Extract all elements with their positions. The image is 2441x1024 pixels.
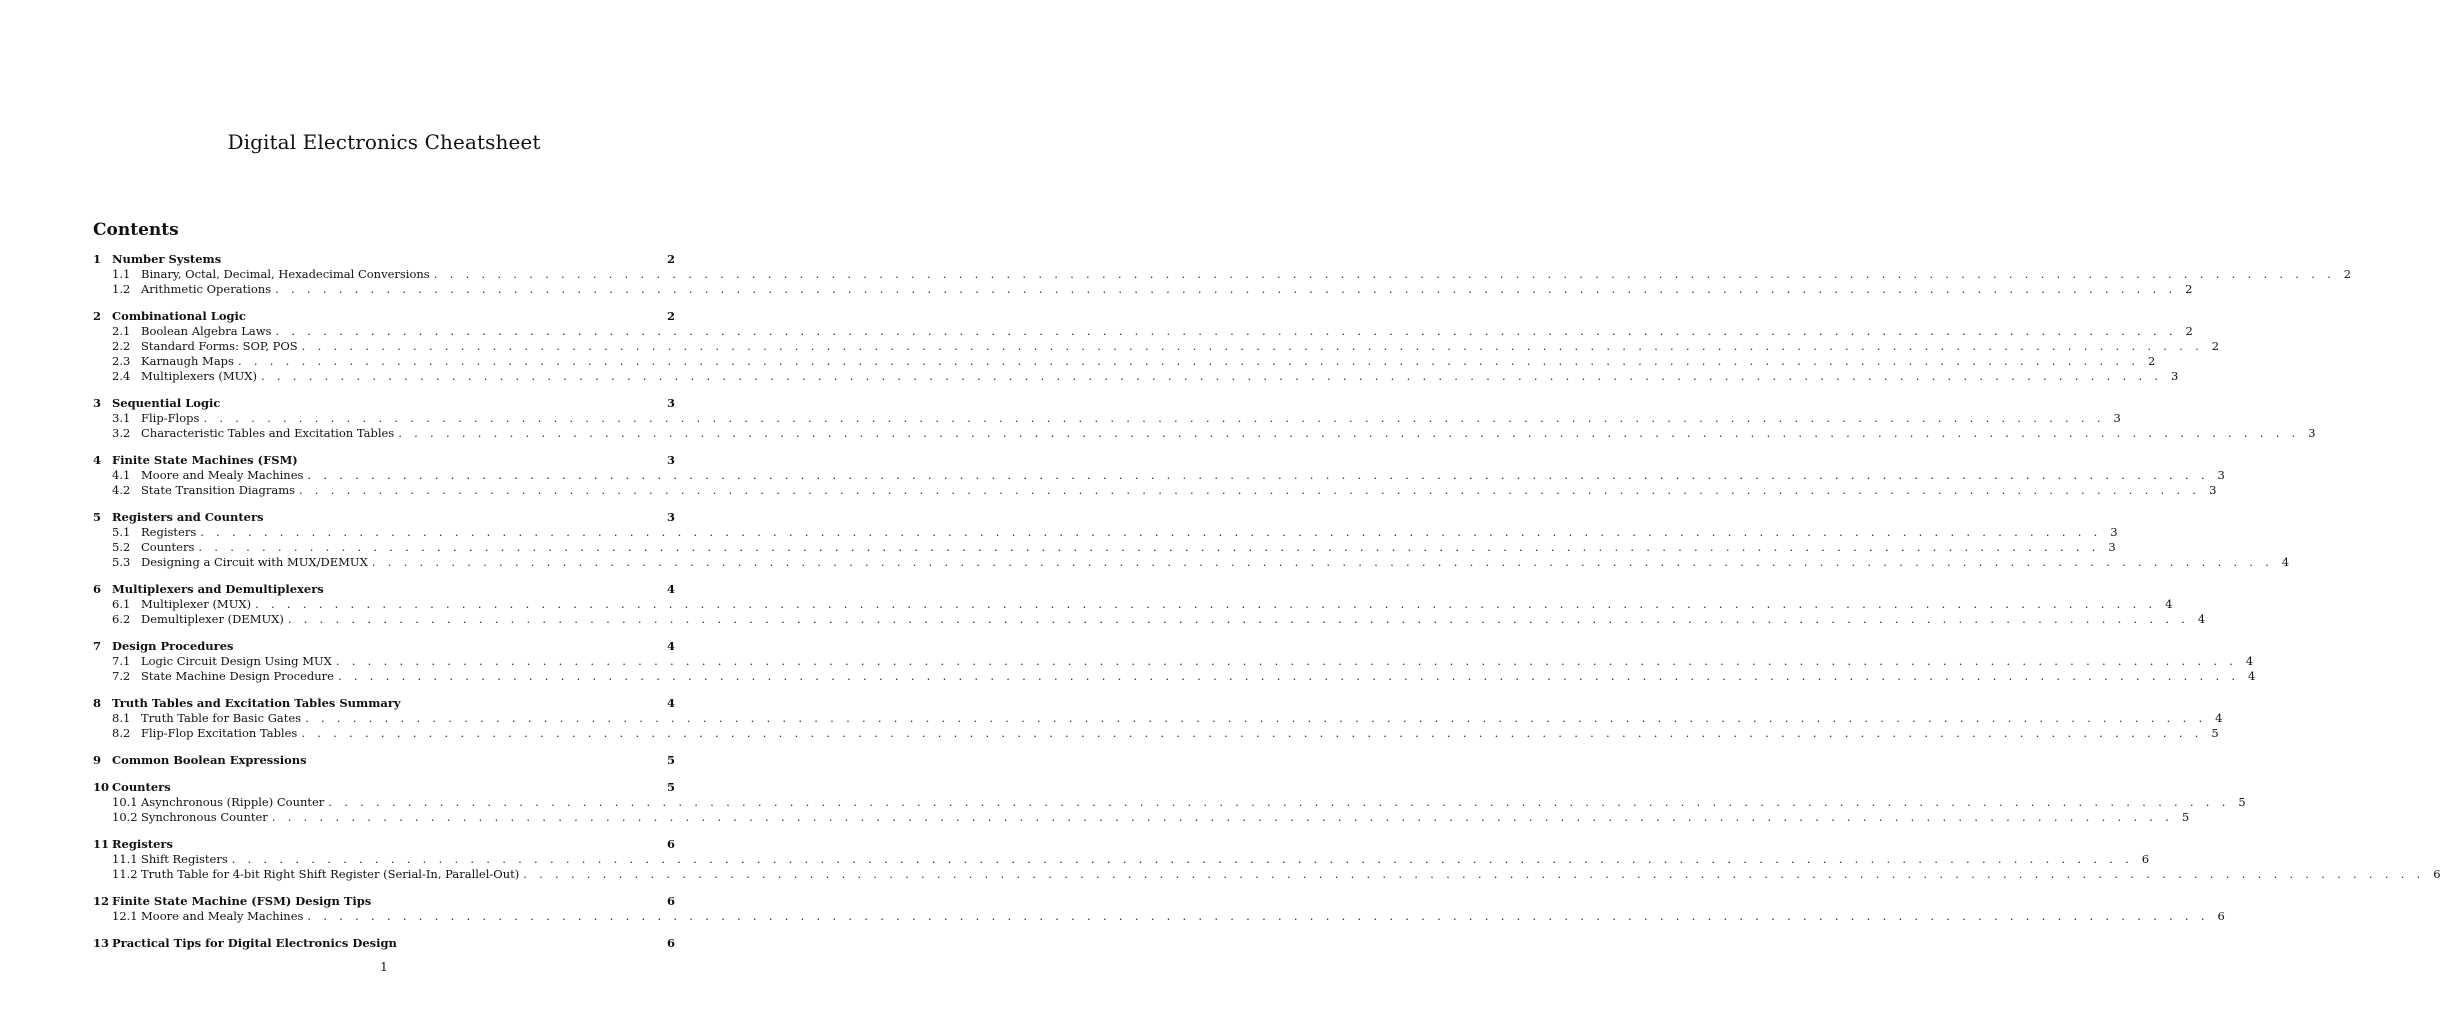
- toc-subsection-page: 2: [2185, 282, 2193, 296]
- toc-section: [93, 753, 675, 768]
- table-of-contents: [93, 252, 2441, 963]
- toc-subsection-title: Characteristic Tables and Excitation Tables: [141, 426, 395, 440]
- toc-subsection-page: 5: [2238, 795, 2246, 809]
- toc-subsection-entry[interactable]: [93, 267, 2352, 282]
- dot-leader: . . . . . . . . . . . . . . . . . . . . . . . . . . . . . . . . . . . . . . . . . . . . . . . . . . . . . . . . . . . . . . . . . . . . . . . . . . . . . . . . . . . . . . . . . . . . . . . . . . . . . . . . . . . . . . . . . . . . . . . .: [299, 483, 2201, 497]
- toc-subsection-entry[interactable]: [93, 612, 2206, 627]
- toc-subsection-number: 12.1: [112, 909, 138, 923]
- toc-subsection-page: 4: [2245, 654, 2254, 668]
- toc-section-number: 2: [93, 309, 102, 323]
- page-number: 1: [380, 960, 388, 974]
- toc-section-entry[interactable]: [93, 510, 675, 525]
- toc-subsection-title: Arithmetic Operations: [141, 282, 272, 296]
- toc-subsection-page: 2: [2211, 339, 2220, 353]
- dot-leader: . . . . . . . . . . . . . . . . . . . . . . . . . . . . . . . . . . . . . . . . . . . . . . . . . . . . . . . . . . . . . . . . . . . . . . . . . . . . . . . . . . . . . . . . . . . . . . . . . . . . . . . . . . . . . . . . . . . . . . . .: [307, 909, 2209, 923]
- toc-subsection-title: Truth Table for Basic Gates: [141, 711, 302, 725]
- toc-subsection-title: Binary, Octal, Decimal, Hexadecimal Conversions: [141, 267, 430, 281]
- toc-section-number: 12: [93, 894, 110, 908]
- toc-subsection-number: 10.2: [112, 810, 138, 824]
- toc-section: [93, 309, 2220, 384]
- dot-leader: . . . . . . . . . . . . . . . . . . . . . . . . . . . . . . . . . . . . . . . . . . . . . . . . . . . . . . . . . . . . . . . . . . . . . . . . . . . . . . . . . . . . . . . . . . . . . . . . . . . . . . . . . . . . . . . . . . . . . . . .: [523, 867, 2425, 881]
- toc-subsection-title: Synchronous Counter: [141, 810, 268, 824]
- toc-section-title: Common Boolean Expressions: [112, 753, 307, 767]
- toc-subsection-number: 7.2: [112, 669, 131, 683]
- toc-section-page: 3: [666, 396, 675, 410]
- toc-subsection-title: Counters: [141, 540, 195, 554]
- toc-subsection-entry[interactable]: [93, 555, 2290, 570]
- toc-subsection-number: 4.2: [112, 483, 131, 497]
- dot-leader: . . . . . . . . . . . . . . . . . . . . . . . . . . . . . . . . . . . . . . . . . . . . . . . . . . . . . . . . . . . . . . . . . . . . . . . . . . . . . . . . . . . . . . . . . . . . . . . . . . . . . . . . . . . . . . . . . . . . . . . .: [198, 540, 2100, 554]
- toc-subsection-entry[interactable]: [93, 795, 2246, 810]
- toc-subsection-entry[interactable]: [93, 669, 2256, 684]
- toc-subsection-number: 5.3: [112, 555, 131, 569]
- dot-leader: . . . . . . . . . . . . . . . . . . . . . . . . . . . . . . . . . . . . . . . . . . . . . . . . . . . . . . . . . . . . . . . . . . . . . . . . . . . . . . . . . . . . . . . . . . . . . . . . . . . . . . . . . . . . . . . . . . . . . . . .: [231, 852, 2134, 866]
- toc-section-entry[interactable]: [93, 453, 675, 468]
- toc-subsection-entry[interactable]: [93, 726, 2219, 741]
- toc-subsection-page: 4: [2165, 597, 2173, 611]
- toc-section-title: Registers: [112, 837, 173, 851]
- dot-leader: . . . . . . . . . . . . . . . . . . . . . . . . . . . . . . . . . . . . . . . . . . . . . . . . . . . . . . . . . . . . . . . . . . . . . . . . . . . . . . . . . . . . . . . . . . . . . . . . . . . . . . . . . . . . . . . . . . . . . . . .: [305, 711, 2207, 725]
- toc-subsection-title: Karnaugh Maps: [141, 354, 234, 368]
- toc-subsection-entry[interactable]: [93, 909, 2225, 924]
- toc-subsection-number: 6.1: [112, 597, 131, 611]
- toc-subsection-number: 2.2: [112, 339, 131, 353]
- toc-section: [93, 696, 2223, 741]
- toc-subsection-title: Designing a Circuit with MUX/DEMUX: [141, 555, 368, 569]
- toc-section-number: 5: [93, 510, 102, 524]
- toc-section: [93, 582, 2206, 627]
- toc-section-title: Combinational Logic: [112, 309, 246, 323]
- toc-subsection-page: 6: [2433, 867, 2441, 881]
- toc-subsection-page: 3: [2308, 426, 2316, 440]
- toc-section-number: 8: [93, 696, 102, 710]
- dot-leader: . . . . . . . . . . . . . . . . . . . . . . . . . . . . . . . . . . . . . . . . . . . . . . . . . . . . . . . . . . . . . . . . . . . . . . . . . . . . . . . . . . . . . . . . . . . . . . . . . . . . . . . . . . . . . . . . . . . . . . . .: [433, 267, 2336, 281]
- dot-leader: . . . . . . . . . . . . . . . . . . . . . . . . . . . . . . . . . . . . . . . . . . . . . . . . . . . . . . . . . . . . . . . . . . . . . . . . . . . . . . . . . . . . . . . . . . . . . . . . . . . . . . . . . . . . . . . . . . . . . . . .: [275, 282, 2177, 296]
- toc-subsection-title: Logic Circuit Design Using MUX: [141, 654, 332, 668]
- toc-section-title: Number Systems: [112, 252, 222, 266]
- toc-subsection-page: 3: [2209, 483, 2217, 497]
- toc-section-title: Multiplexers and Demultiplexers: [112, 582, 324, 596]
- toc-section-page: 2: [666, 252, 675, 266]
- toc-subsection-page: 2: [2147, 354, 2156, 368]
- toc-section-title: Sequential Logic: [112, 396, 221, 410]
- toc-section-entry[interactable]: [93, 396, 675, 411]
- toc-section-page: 5: [666, 753, 675, 767]
- toc-subsection-number: 5.2: [112, 540, 131, 554]
- toc-subsection-title: Standard Forms: SOP, POS: [141, 339, 298, 353]
- toc-subsection-entry[interactable]: [93, 369, 2179, 384]
- dot-leader: . . . . . . . . . . . . . . . . . . . . . . . . . . . . . . . . . . . . . . . . . . . . . . . . . . . . . . . . . . . . . . . . . . . . . . . . . . . . . . . . . . . . . . . . . . . . . . . . . . . . . . . . . . . . . . . . . . . . . . . .: [271, 810, 2174, 824]
- toc-section-entry[interactable]: [93, 639, 675, 654]
- toc-subsection-page: 3: [2171, 369, 2179, 383]
- toc-subsection-number: 5.1: [112, 525, 131, 539]
- toc-subsection-page: 2: [2185, 324, 2193, 338]
- toc-subsection-number: 11.1: [112, 852, 138, 866]
- toc-subsection-title: Flip-Flop Excitation Tables: [141, 726, 298, 740]
- toc-section-entry[interactable]: [93, 894, 675, 909]
- toc-subsection-entry[interactable]: [93, 711, 2223, 726]
- toc-subsection-number: 7.1: [112, 654, 131, 668]
- toc-subsection-number: 11.2: [112, 867, 138, 881]
- toc-subsection-entry[interactable]: [93, 540, 2116, 555]
- toc-section-entry[interactable]: [93, 582, 675, 597]
- toc-section-title: Counters: [112, 780, 171, 794]
- toc-subsection-title: Truth Table for 4-bit Right Shift Register (Serial-In, Parallel-Out): [141, 867, 520, 881]
- toc-section-entry[interactable]: [93, 936, 675, 951]
- toc-section-page: 6: [666, 837, 675, 851]
- dot-leader: . . . . . . . . . . . . . . . . . . . . . . . . . . . . . . . . . . . . . . . . . . . . . . . . . . . . . . . . . . . . . . . . . . . . . . . . . . . . . . . . . . . . . . . . . . . . . . . . . . . . . . . . . . . . . . . . . . . . . . . .: [337, 669, 2240, 683]
- toc-subsection-entry[interactable]: [93, 654, 2254, 669]
- toc-subsection-page: 3: [2217, 468, 2225, 482]
- toc-subsection-page: 4: [2281, 555, 2290, 569]
- toc-subsection-title: Asynchronous (Ripple) Counter: [141, 795, 325, 809]
- toc-subsection-entry[interactable]: [93, 339, 2220, 354]
- toc-subsection-title: State Machine Design Procedure: [141, 669, 334, 683]
- dot-leader: . . . . . . . . . . . . . . . . . . . . . . . . . . . . . . . . . . . . . . . . . . . . . . . . . . . . . . . . . . . . . . . . . . . . . . . . . . . . . . . . . . . . . . . . . . . . . . . . . . . . . . . . . . . . . . . . . . . . . . . .: [255, 597, 2157, 611]
- toc-section-number: 9: [93, 753, 102, 767]
- toc-subsection-number: 2.1: [112, 324, 131, 338]
- toc-subsection-number: 1.2: [112, 282, 131, 296]
- toc-subsection-entry[interactable]: [93, 810, 2190, 825]
- toc-subsection-number: 2.3: [112, 354, 131, 368]
- toc-section-number: 10: [93, 780, 110, 794]
- toc-section-title: Finite State Machine (FSM) Design Tips: [112, 894, 372, 908]
- toc-section-number: 7: [93, 639, 102, 653]
- dot-leader: . . . . . . . . . . . . . . . . . . . . . . . . . . . . . . . . . . . . . . . . . . . . . . . . . . . . . . . . . . . . . . . . . . . . . . . . . . . . . . . . . . . . . . . . . . . . . . . . . . . . . . . . . . . . . . . . . . . . . . . .: [203, 411, 2105, 425]
- dot-leader: . . . . . . . . . . . . . . . . . . . . . . . . . . . . . . . . . . . . . . . . . . . . . . . . . . . . . . . . . . . . . . . . . . . . . . . . . . . . . . . . . . . . . . . . . . . . . . . . . . . . . . . . . . . . . . . . . . . . . . . .: [200, 525, 2102, 539]
- dot-leader: . . . . . . . . . . . . . . . . . . . . . . . . . . . . . . . . . . . . . . . . . . . . . . . . . . . . . . . . . . . . . . . . . . . . . . . . . . . . . . . . . . . . . . . . . . . . . . . . . . . . . . . . . . . . . . . . . . . . . . . .: [398, 426, 2300, 440]
- toc-section-page: 6: [666, 894, 675, 908]
- toc-section-title: Design Procedures: [112, 639, 234, 653]
- toc-section: [93, 453, 2225, 498]
- toc-subsection-title: Boolean Algebra Laws: [141, 324, 272, 338]
- toc-subsection-number: 4.1: [112, 468, 131, 482]
- toc-section-page: 3: [666, 453, 675, 467]
- toc-section: [93, 639, 2256, 684]
- toc-section-entry[interactable]: [93, 780, 675, 795]
- toc-subsection-entry[interactable]: [93, 411, 2121, 426]
- toc-subsection-entry[interactable]: [93, 852, 2150, 867]
- toc-subsection-entry[interactable]: [93, 483, 2217, 498]
- dot-leader: . . . . . . . . . . . . . . . . . . . . . . . . . . . . . . . . . . . . . . . . . . . . . . . . . . . . . . . . . . . . . . . . . . . . . . . . . . . . . . . . . . . . . . . . . . . . . . . . . . . . . . . . . . . . . . . . . . . . . . . .: [275, 324, 2177, 338]
- toc-section-page: 4: [666, 696, 675, 710]
- toc-subsection-entry[interactable]: [93, 525, 2118, 540]
- toc-subsection-number: 2.4: [112, 369, 131, 383]
- toc-subsection-title: Moore and Mealy Machines: [141, 468, 304, 482]
- toc-subsection-page: 3: [2108, 540, 2116, 554]
- toc-section-title: Finite State Machines (FSM): [112, 453, 298, 467]
- toc-section-number: 13: [93, 936, 110, 950]
- toc-section-page: 2: [666, 309, 675, 323]
- toc-section-number: 1: [93, 252, 102, 266]
- toc-section-entry[interactable]: [93, 309, 675, 324]
- toc-subsection-entry[interactable]: [93, 354, 2156, 369]
- toc-section-entry[interactable]: [93, 696, 675, 711]
- toc-subsection-title: State Transition Diagrams: [141, 483, 296, 497]
- toc-section: [93, 936, 675, 951]
- toc-section-page: 4: [666, 582, 675, 596]
- toc-subsection-title: Moore and Mealy Machines: [141, 909, 304, 923]
- toc-subsection-title: Shift Registers: [141, 852, 228, 866]
- toc-subsection-title: Multiplexer (MUX): [141, 597, 252, 611]
- dot-leader: . . . . . . . . . . . . . . . . . . . . . . . . . . . . . . . . . . . . . . . . . . . . . . . . . . . . . . . . . . . . . . . . . . . . . . . . . . . . . . . . . . . . . . . . . . . . . . . . . . . . . . . . . . . . . . . . . . . . . . . .: [335, 654, 2238, 668]
- toc-subsection-number: 3.2: [112, 426, 131, 440]
- toc-subsection-entry[interactable]: [93, 597, 2173, 612]
- toc-section-entry[interactable]: [93, 252, 675, 267]
- toc-subsection-entry[interactable]: [93, 426, 2316, 441]
- document-title: Digital Electronics Cheatsheet: [227, 130, 541, 154]
- toc-subsection-page: 4: [2248, 669, 2256, 683]
- toc-section-number: 3: [93, 396, 102, 410]
- dot-leader: . . . . . . . . . . . . . . . . . . . . . . . . . . . . . . . . . . . . . . . . . . . . . . . . . . . . . . . . . . . . . . . . . . . . . . . . . . . . . . . . . . . . . . . . . . . . . . . . . . . . . . . . . . . . . . . . . . . . . . . .: [371, 555, 2274, 569]
- toc-subsection-page: 5: [2181, 810, 2190, 824]
- toc-subsection-number: 1.1: [112, 267, 131, 281]
- toc-section-number: 6: [93, 582, 102, 596]
- toc-subsection-page: 3: [2110, 525, 2118, 539]
- toc-subsection-title: Flip-Flops: [141, 411, 200, 425]
- toc-section-title: Registers and Counters: [112, 510, 264, 524]
- toc-subsection-page: 6: [2217, 909, 2225, 923]
- dot-leader: . . . . . . . . . . . . . . . . . . . . . . . . . . . . . . . . . . . . . . . . . . . . . . . . . . . . . . . . . . . . . . . . . . . . . . . . . . . . . . . . . . . . . . . . . . . . . . . . . . . . . . . . . . . . . . . . . . . . . . . .: [260, 369, 2163, 383]
- toc-section: [93, 894, 2225, 924]
- toc-subsection-page: 2: [2343, 267, 2352, 281]
- toc-subsection-entry[interactable]: [93, 324, 2193, 339]
- toc-subsection-title: Multiplexers (MUX): [141, 369, 257, 383]
- toc-subsection-entry[interactable]: [93, 867, 2441, 882]
- toc-subsection-number: 8.2: [112, 726, 131, 740]
- dot-leader: . . . . . . . . . . . . . . . . . . . . . . . . . . . . . . . . . . . . . . . . . . . . . . . . . . . . . . . . . . . . . . . . . . . . . . . . . . . . . . . . . . . . . . . . . . . . . . . . . . . . . . . . . . . . . . . . . . . . . . . .: [287, 612, 2190, 626]
- toc-subsection-entry[interactable]: [93, 282, 2193, 297]
- dot-leader: . . . . . . . . . . . . . . . . . . . . . . . . . . . . . . . . . . . . . . . . . . . . . . . . . . . . . . . . . . . . . . . . . . . . . . . . . . . . . . . . . . . . . . . . . . . . . . . . . . . . . . . . . . . . . . . . . . . . . . . .: [237, 354, 2140, 368]
- dot-leader: . . . . . . . . . . . . . . . . . . . . . . . . . . . . . . . . . . . . . . . . . . . . . . . . . . . . . . . . . . . . . . . . . . . . . . . . . . . . . . . . . . . . . . . . . . . . . . . . . . . . . . . . . . . . . . . . . . . . . . . .: [301, 339, 2204, 353]
- toc-section: [93, 252, 2352, 297]
- contents-heading: Contents: [93, 220, 179, 240]
- toc-subsection-number: 10.1: [112, 795, 138, 809]
- toc-subsection-number: 8.1: [112, 711, 131, 725]
- toc-section-page: 6: [666, 936, 675, 950]
- dot-leader: . . . . . . . . . . . . . . . . . . . . . . . . . . . . . . . . . . . . . . . . . . . . . . . . . . . . . . . . . . . . . . . . . . . . . . . . . . . . . . . . . . . . . . . . . . . . . . . . . . . . . . . . . . . . . . . . . . . . . . . .: [328, 795, 2230, 809]
- toc-section-page: 5: [666, 780, 675, 794]
- toc-subsection-entry[interactable]: [93, 468, 2225, 483]
- toc-subsection-page: 4: [2215, 711, 2223, 725]
- toc-section: [93, 837, 2441, 882]
- dot-leader: . . . . . . . . . . . . . . . . . . . . . . . . . . . . . . . . . . . . . . . . . . . . . . . . . . . . . . . . . . . . . . . . . . . . . . . . . . . . . . . . . . . . . . . . . . . . . . . . . . . . . . . . . . . . . . . . . . . . . . . .: [307, 468, 2209, 482]
- toc-section-page: 3: [666, 510, 675, 524]
- toc-section: [93, 510, 2290, 570]
- toc-section-entry[interactable]: [93, 753, 675, 768]
- toc-section: [93, 780, 2246, 825]
- toc-section-title: Truth Tables and Excitation Tables Summary: [112, 696, 401, 710]
- toc-subsection-number: 6.2: [112, 612, 131, 626]
- toc-section-number: 11: [93, 837, 110, 851]
- toc-section-number: 4: [93, 453, 102, 467]
- toc-subsection-page: 4: [2197, 612, 2206, 626]
- dot-leader: . . . . . . . . . . . . . . . . . . . . . . . . . . . . . . . . . . . . . . . . . . . . . . . . . . . . . . . . . . . . . . . . . . . . . . . . . . . . . . . . . . . . . . . . . . . . . . . . . . . . . . . . . . . . . . . . . . . . . . . .: [301, 726, 2203, 740]
- toc-section-entry[interactable]: [93, 837, 675, 852]
- toc-subsection-title: Registers: [141, 525, 197, 539]
- toc-subsection-page: 6: [2141, 852, 2150, 866]
- toc-section: [93, 396, 2316, 441]
- toc-section-page: 4: [666, 639, 675, 653]
- toc-subsection-page: 5: [2211, 726, 2219, 740]
- toc-section-title: Practical Tips for Digital Electronics Design: [112, 936, 397, 950]
- toc-subsection-number: 3.1: [112, 411, 131, 425]
- toc-subsection-page: 3: [2113, 411, 2121, 425]
- toc-subsection-title: Demultiplexer (DEMUX): [141, 612, 284, 626]
